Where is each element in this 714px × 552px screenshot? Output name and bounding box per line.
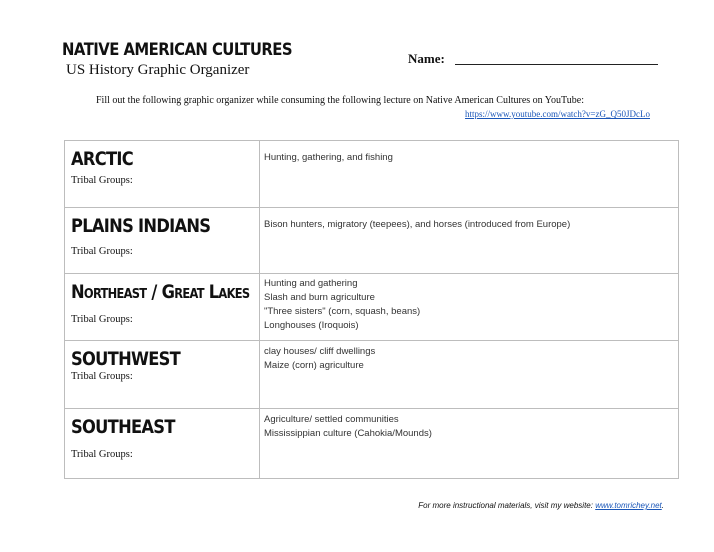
worksheet-title: NATIVE AMERICAN CULTURES <box>62 40 293 59</box>
worksheet-subtitle: US History Graphic Organizer <box>66 62 250 78</box>
note-line: Agriculture/ settled communities <box>264 414 399 425</box>
region-cell-northeast <box>65 274 260 341</box>
tribal-groups-label: Tribal Groups: <box>71 449 133 460</box>
region-cell-arctic <box>65 141 260 208</box>
tribal-groups-label: Tribal Groups: <box>71 246 133 257</box>
notes-cell-arctic[interactable] <box>260 141 678 208</box>
notes-cell-southeast[interactable] <box>260 409 678 478</box>
region-cell-southwest <box>65 341 260 409</box>
note-line: Hunting and gathering <box>264 278 358 289</box>
note-line: Hunting, gathering, and fishing <box>264 152 393 163</box>
footer-period: . <box>661 501 664 510</box>
region-name: ARCTIC <box>71 149 133 170</box>
note-line: clay houses/ cliff dwellings <box>264 346 376 357</box>
note-line: Longhouses (Iroquois) <box>264 320 359 331</box>
instructions-text: Fill out the following graphic organizer while consuming the following lecture on Native American Cultures on YouTube: <box>96 95 584 106</box>
notes-cell-plains[interactable] <box>260 208 678 274</box>
name-label: Name: <box>408 51 445 66</box>
region-name: SOUTHWEST <box>71 349 181 370</box>
region-cell-plains <box>65 208 260 274</box>
website-link[interactable]: www.tomrichey.net <box>595 501 662 510</box>
footer-note <box>418 501 664 510</box>
region-name: Northeast / Great Lakes <box>71 282 250 303</box>
tribal-groups-label: Tribal Groups: <box>71 314 133 325</box>
organizer-table <box>64 140 679 479</box>
region-cell-southeast <box>65 409 260 478</box>
note-line: Mississippian culture (Cahokia/Mounds) <box>264 428 432 439</box>
tribal-groups-label: Tribal Groups: <box>71 371 133 382</box>
note-line: Maize (corn) agriculture <box>264 360 364 371</box>
note-line: Bison hunters, migratory (teepees), and horses (introduced from Europe) <box>264 219 571 230</box>
region-name: PLAINS INDIANS <box>71 216 211 237</box>
note-line: Slash and burn agriculture <box>264 292 375 303</box>
footer-text: For more instructional materials, visit my website: <box>418 501 593 510</box>
region-name: SOUTHEAST <box>71 417 175 438</box>
name-blank-line[interactable] <box>455 64 658 65</box>
notes-cell-southwest[interactable] <box>260 341 678 409</box>
note-line: "Three sisters" (corn, squash, beans) <box>264 306 421 317</box>
notes-cell-northeast[interactable] <box>260 274 678 341</box>
lecture-link[interactable]: https://www.youtube.com/watch?v=zG_Q50JDcLo <box>465 109 650 119</box>
tribal-groups-label: Tribal Groups: <box>71 175 133 186</box>
